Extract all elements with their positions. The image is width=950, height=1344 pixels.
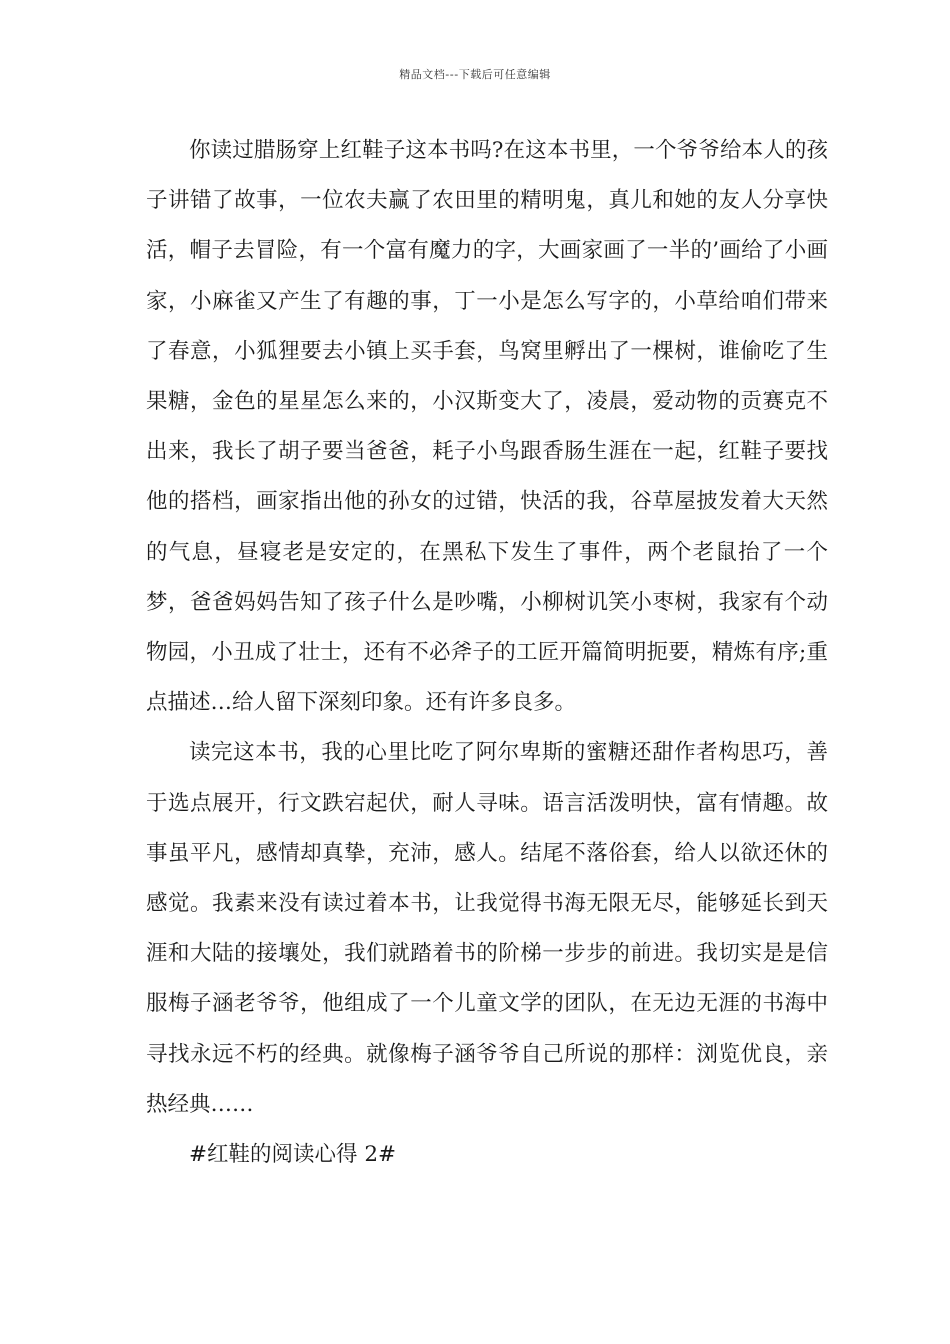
section-heading: #红鞋的阅读心得 2# bbox=[189, 1142, 397, 1168]
paragraph-2: 读完这本书，我的心里比吃了阿尔卑斯的蜜糖还甜作者构思巧，善于选点展开，行文跌宕起伏，耐人寻味。语言活泼明快，富有情趣。故事虽平凡，感情却真挚，充沛，感人。结尾不落俗套，给人以欲还休的感觉。我素来没有读过着本书，让我觉得书海无限无尽，能够延长到天涯和大陆的接壤处，我们就踏着书的阶梯一步步的前进。我切实是是信服梅子涵老爷爷，他组成了一个儿童文学的团队，在无边无涯的书海中寻找永远不朽的经典。就像梅子涵爷爷自己所说的那样：浏览优良，亲热经典…… bbox=[146, 740, 828, 1117]
page-header: 精品文档---下载后可任意编辑 bbox=[399, 68, 551, 81]
document-body bbox=[146, 126, 828, 1180]
paragraph-1: 你读过腊肠穿上红鞋子这本书吗?在这本书里，一个爷爷给本人的孩子讲错了故事，一位农夫赢了农田里的精明鬼，真儿和她的友人分享快活，帽子去冒险，有一个富有魔力的字，大画家画了一半的’画给了小画家，小麻雀又产生了有趣的事，丁一小是怎么写字的，小草给咱们带来了春意，小狐狸要去小镇上买手套，鸟窝里孵出了一棵树，谁偷吃了生果糖，金色的星星怎么来的，小汉斯变大了，凌晨，爱动物的贡赛克不出来，我长了胡子要当爸爸，耗子小鸟跟香肠生涯在一起，红鞋子要找他的搭档，画家指出他的孙女的过错，快活的我，谷草屋披发着大天然的气息，昼寝老是安定的，在黑私下发生了事件，两个老鼠抬了一个梦，爸爸妈妈告知了孩子什么是吵嘴，小柳树讥笑小枣树，我家有个动物园，小丑成了壮士，还有不必斧子的工匠开篇简明扼要，精炼有序;重点描述…给人留下深刻印象。还有许多良多。 bbox=[146, 138, 828, 716]
